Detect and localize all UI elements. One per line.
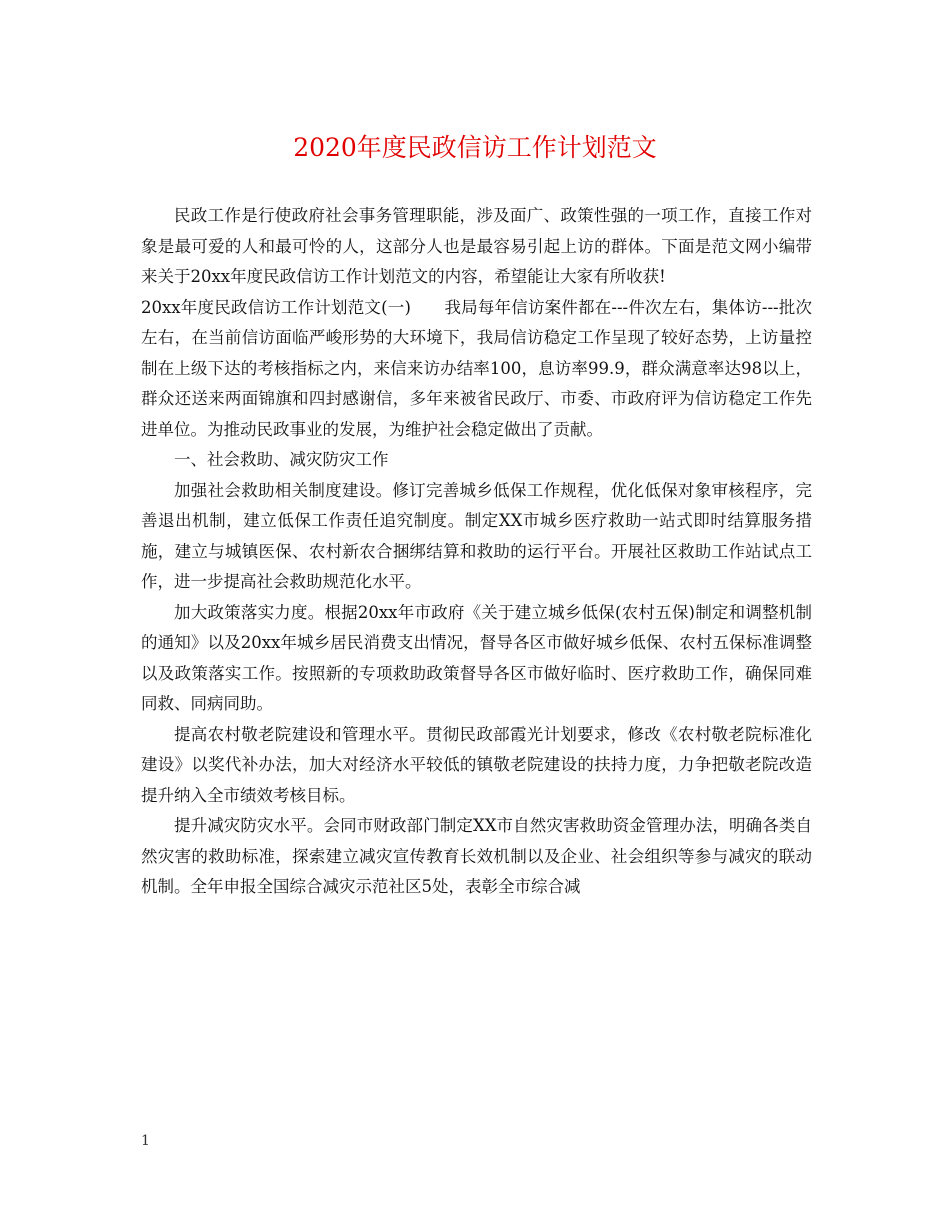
document-title: 2020年度民政信访工作计划范文	[293, 133, 657, 162]
page-number: 1	[141, 1133, 150, 1149]
section-heading-social-relief: 一、社会救助、减灾防灾工作	[174, 450, 389, 469]
document-body	[141, 201, 812, 903]
paragraph-plan-one: 20xx年度民政信访工作计划范文(一) 我局每年信访案件都在---件次左右，集体访---批次左右，在当前信访面临严峻形势的大环境下，我局信访稳定工作呈现了较好态势，上访量控制在上级下达的考核指标之内，来信来访办结率100，息访率99.9，群众满意率达98以上，群众还送来两面锦旗和四封感谢信，多年来被省民政厅、市委、市政府评为信访稳定工作先进单位。为推动民政事业的发展，为维护社会稳定做出了贡献。	[141, 297, 812, 439]
paragraph-policy-implementation: 加大政策落实力度。根据20xx年市政府《关于建立城乡低保(农村五保)制定和调整机制的通知》以及20xx年城乡居民消费支出情况，督导各区市做好城乡低保、农村五保标准调整以及政策落实工作。按照新的专项救助政策督导各区市做好临时、医疗救助工作，确保同难同救、同病同助。	[141, 602, 812, 713]
paragraph-relief-system: 加强社会救助相关制度建设。修订完善城乡低保工作规程，优化低保对象审核程序，完善退出机制，建立低保工作责任追究制度。制定XX市城乡医疗救助一站式即时结算服务措施，建立与城镇医保、农村新农合捆绑结算和救助的运行平台。开展社区救助工作站试点工作，进一步提高社会救助规范化水平。	[141, 480, 812, 591]
paragraph-nursing-homes: 提高农村敬老院建设和管理水平。贯彻民政部霞光计划要求，修改《农村敬老院标准化建设》以奖代补办法，加大对经济水平较低的镇敬老院建设的扶持力度，力争把敬老院改造提升纳入全市绩效考核目标。	[141, 724, 812, 805]
paragraph-disaster-reduction: 提升减灾防灾水平。会同市财政部门制定XX市自然灾害救助资金管理办法，明确各类自然灾害的救助标准，探索建立减灾宣传教育长效机制以及企业、社会组织等参与减灾的联动机制。全年申报全国综合减灾示范社区5处，表彰全市综合减	[141, 816, 812, 896]
paragraph-intro: 民政工作是行使政府社会事务管理职能，涉及面广、政策性强的一项工作，直接工作对象是最可爱的人和最可怜的人，这部分人也是最容易引起上访的群体。下面是范文网小编带来关于20xx年度民政信访工作计划范文的内容，希望能让大家有所收获!	[141, 206, 812, 286]
